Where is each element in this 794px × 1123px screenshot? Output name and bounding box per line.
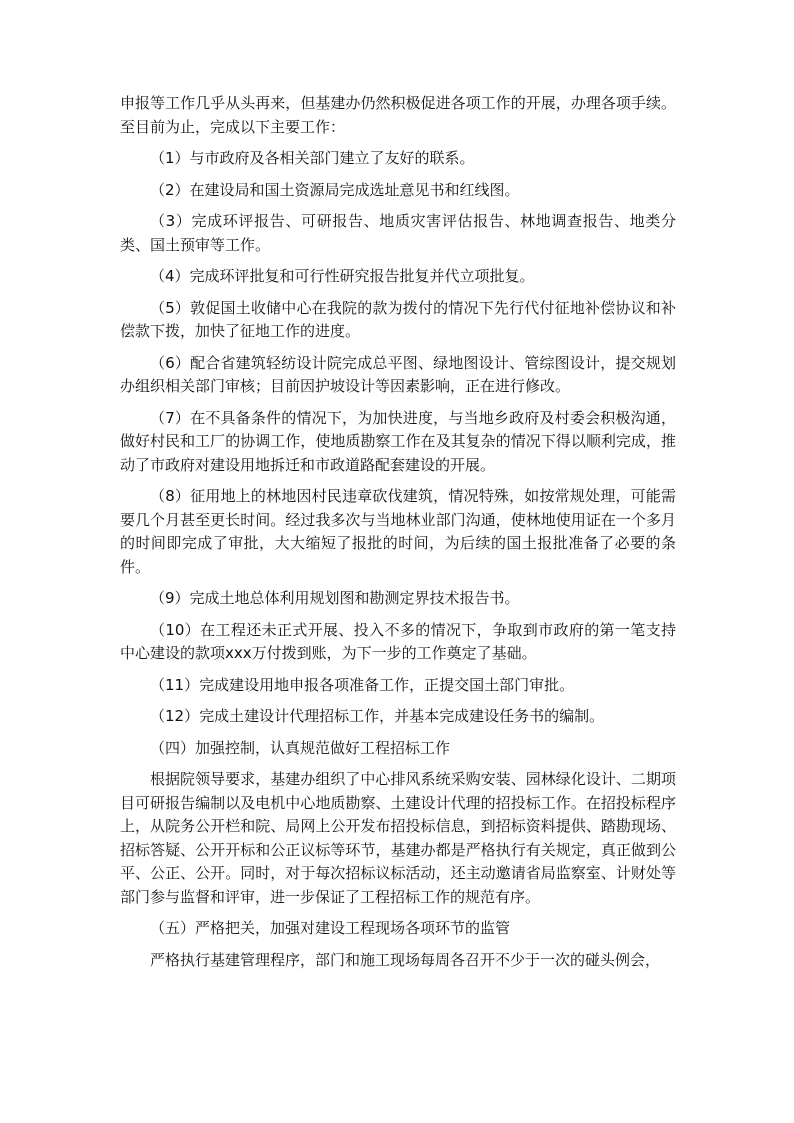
- paragraph-intro: 申报等工作几乎从头再来，但基建办仍然积极促进各项工作的开展，办理各项手续。至目前为止，完成以下主要工作：: [120, 94, 676, 136]
- paragraph-item-10: （10）在工程还未正式开展、投入不多的情况下，争取到市政府的第一笔支持中心建设的款项xxx万付拨到账，为下一步的工作奠定了基础。: [120, 620, 676, 662]
- paragraph-item-5: （5）敦促国土收储中心在我院的款为拨付的情况下先行代付征地补偿协议和补偿款下拨，加快了征地工作的进度。: [120, 298, 676, 340]
- section-heading-4: （四）加强控制，认真规范做好工程招标工作: [150, 738, 451, 757]
- paragraph-item-4: （4）完成环评批复和可行性研究报告批复并代立项批复。: [150, 267, 535, 285]
- paragraph-item-11: （11）完成建设用地申报各项准备工作，正提交国土部门审批。: [150, 675, 575, 694]
- paragraph-item-6: （6）配合省建筑轻纺设计院完成总平图、绿地图设计、管综图设计，提交规划办组织相关部门审核；目前因护坡设计等因素影响，正在进行修改。: [120, 353, 676, 395]
- paragraph-bidding: 根据院领导要求，基建办组织了中心排风系统采购安装、园林绿化设计、二期项目可研报告编制以及电机中心地质勘察、土建设计代理的招投标工作。在招投标程序上，从院务公开栏和院、局网上公开发布招投标信息，到招标资料提供、踏勘现场、招标答疑、公开开标和公正议标等环节，基建办都是严格执行有关规定，真正做到公平、公正、公开。同时，对于每次招标议标活动，还主动邀请省局监察室、计财处等部门参与监督和评审，进一步保证了工程招标工作的规范有序。: [120, 770, 676, 906]
- paragraph-supervision: 严格执行基建管理程序，部门和施工现场每周各召开不少于一次的碰头例会，: [150, 950, 661, 969]
- paragraph-item-2: （2）在建设局和国土资源局完成选址意见书和红线图。: [150, 180, 520, 199]
- paragraph-item-3: （3）完成环评报告、可研报告、地质灾害评估报告、林地调查报告、地类分类、国土预审等工作。: [120, 212, 676, 254]
- paragraph-item-7: （7）在不具备条件的情况下，为加快进度，与当地乡政府及村委会积极沟通，做好村民和工厂的协调工作，使地质勘察工作在及其复杂的情况下得以顺利完成，推动了市政府对建设用地拆迁和市政道路配套建设的开展。: [120, 408, 676, 474]
- paragraph-item-12: （12）完成土建设计代理招标工作，并基本完成建设任务书的编制。: [150, 707, 605, 725]
- paragraph-item-1: （1）与市政府及各相关部门建立了友好的联系。: [150, 149, 475, 167]
- document-page: [120, 92, 676, 980]
- section-heading-5: （五）严格把关，加强对建设工程现场各项环节的监管: [150, 919, 511, 937]
- paragraph-item-9: （9）完成土地总体利用规划图和勘测定界技术报告书。: [150, 589, 520, 607]
- paragraph-item-8: （8）征用地上的林地因村民违章砍伐建筑，情况特殊，如按常规处理，可能需要几个月甚至更长时间。经过我多次与当地林业部门沟通，使林地使用证在一个多月的时间即完成了审批，大大缩短了报批的时间，为后续的国土报批准备了必要的条件。: [120, 487, 676, 576]
